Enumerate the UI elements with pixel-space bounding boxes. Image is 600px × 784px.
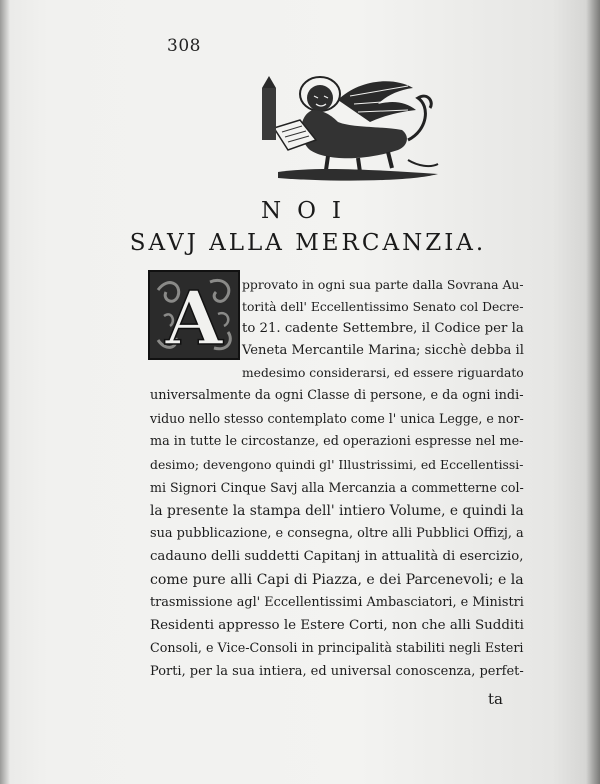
text-line: Veneta Mercantile Marina; sicchè debba il — [242, 343, 524, 358]
document-title: NOI — [260, 198, 358, 224]
text-line: viduo nello stesso contemplato come l' unica Legge, e nor- — [150, 411, 524, 426]
text-line: ma in tutte le circostanze, ed operazioni espresse nel me- — [150, 434, 524, 449]
text-line: la presente la stampa dell' intiero Volume, e quindi la — [150, 503, 524, 519]
drop-cap-letter: A — [165, 276, 223, 360]
text-line: Porti, per la sua intiera, ed universal conoscenza, perfet- — [150, 664, 524, 679]
text-line: torità dell' Eccellentissimo Senato col Decre- — [242, 300, 524, 314]
text-line: desimo; devengono quindi gl' Illustrissimi, ed Eccellentissi- — [150, 457, 524, 472]
page-number: 308 — [167, 36, 201, 56]
page-edge-shadow — [586, 0, 600, 784]
lion-of-saint-mark-icon — [258, 70, 448, 190]
text-line: Consoli, e Vice-Consoli in principalità stabiliti negli Esteri — [150, 641, 524, 656]
text-line: Residenti appresso le Estere Corti, non che alli Sudditi — [150, 618, 524, 633]
text-line: sua pubblicazione, e consegna, oltre alli Pubblici Offizj, a — [150, 526, 524, 541]
text-line: mi Signori Cinque Savj alla Mercanzia a commetterne col- — [150, 480, 524, 495]
catchword: ta — [488, 690, 503, 708]
text-line: come pure alli Capi di Piazza, e dei Parcenevoli; e la — [150, 572, 524, 588]
text-line: to 21. cadente Settembre, il Codice per la — [242, 321, 524, 336]
text-line: trasmissione agl' Eccellentissimi Ambasciatori, e Ministri — [150, 595, 524, 610]
document-subtitle: SAVJ ALLA MERCANZIA. — [129, 230, 487, 256]
text-line: pprovato in ogni sua parte dalla Sovrana Au- — [242, 277, 524, 292]
text-line: universalmente da ogni Classe di persone, e da ogni indi- — [150, 388, 524, 403]
text-line: medesimo considerarsi, ed essere riguardato — [242, 366, 524, 380]
decorated-initial-icon — [148, 270, 240, 360]
binding-shadow — [0, 0, 10, 784]
text-line: cadauno delli suddetti Capitanj in attualità di esercizio, — [150, 549, 524, 564]
